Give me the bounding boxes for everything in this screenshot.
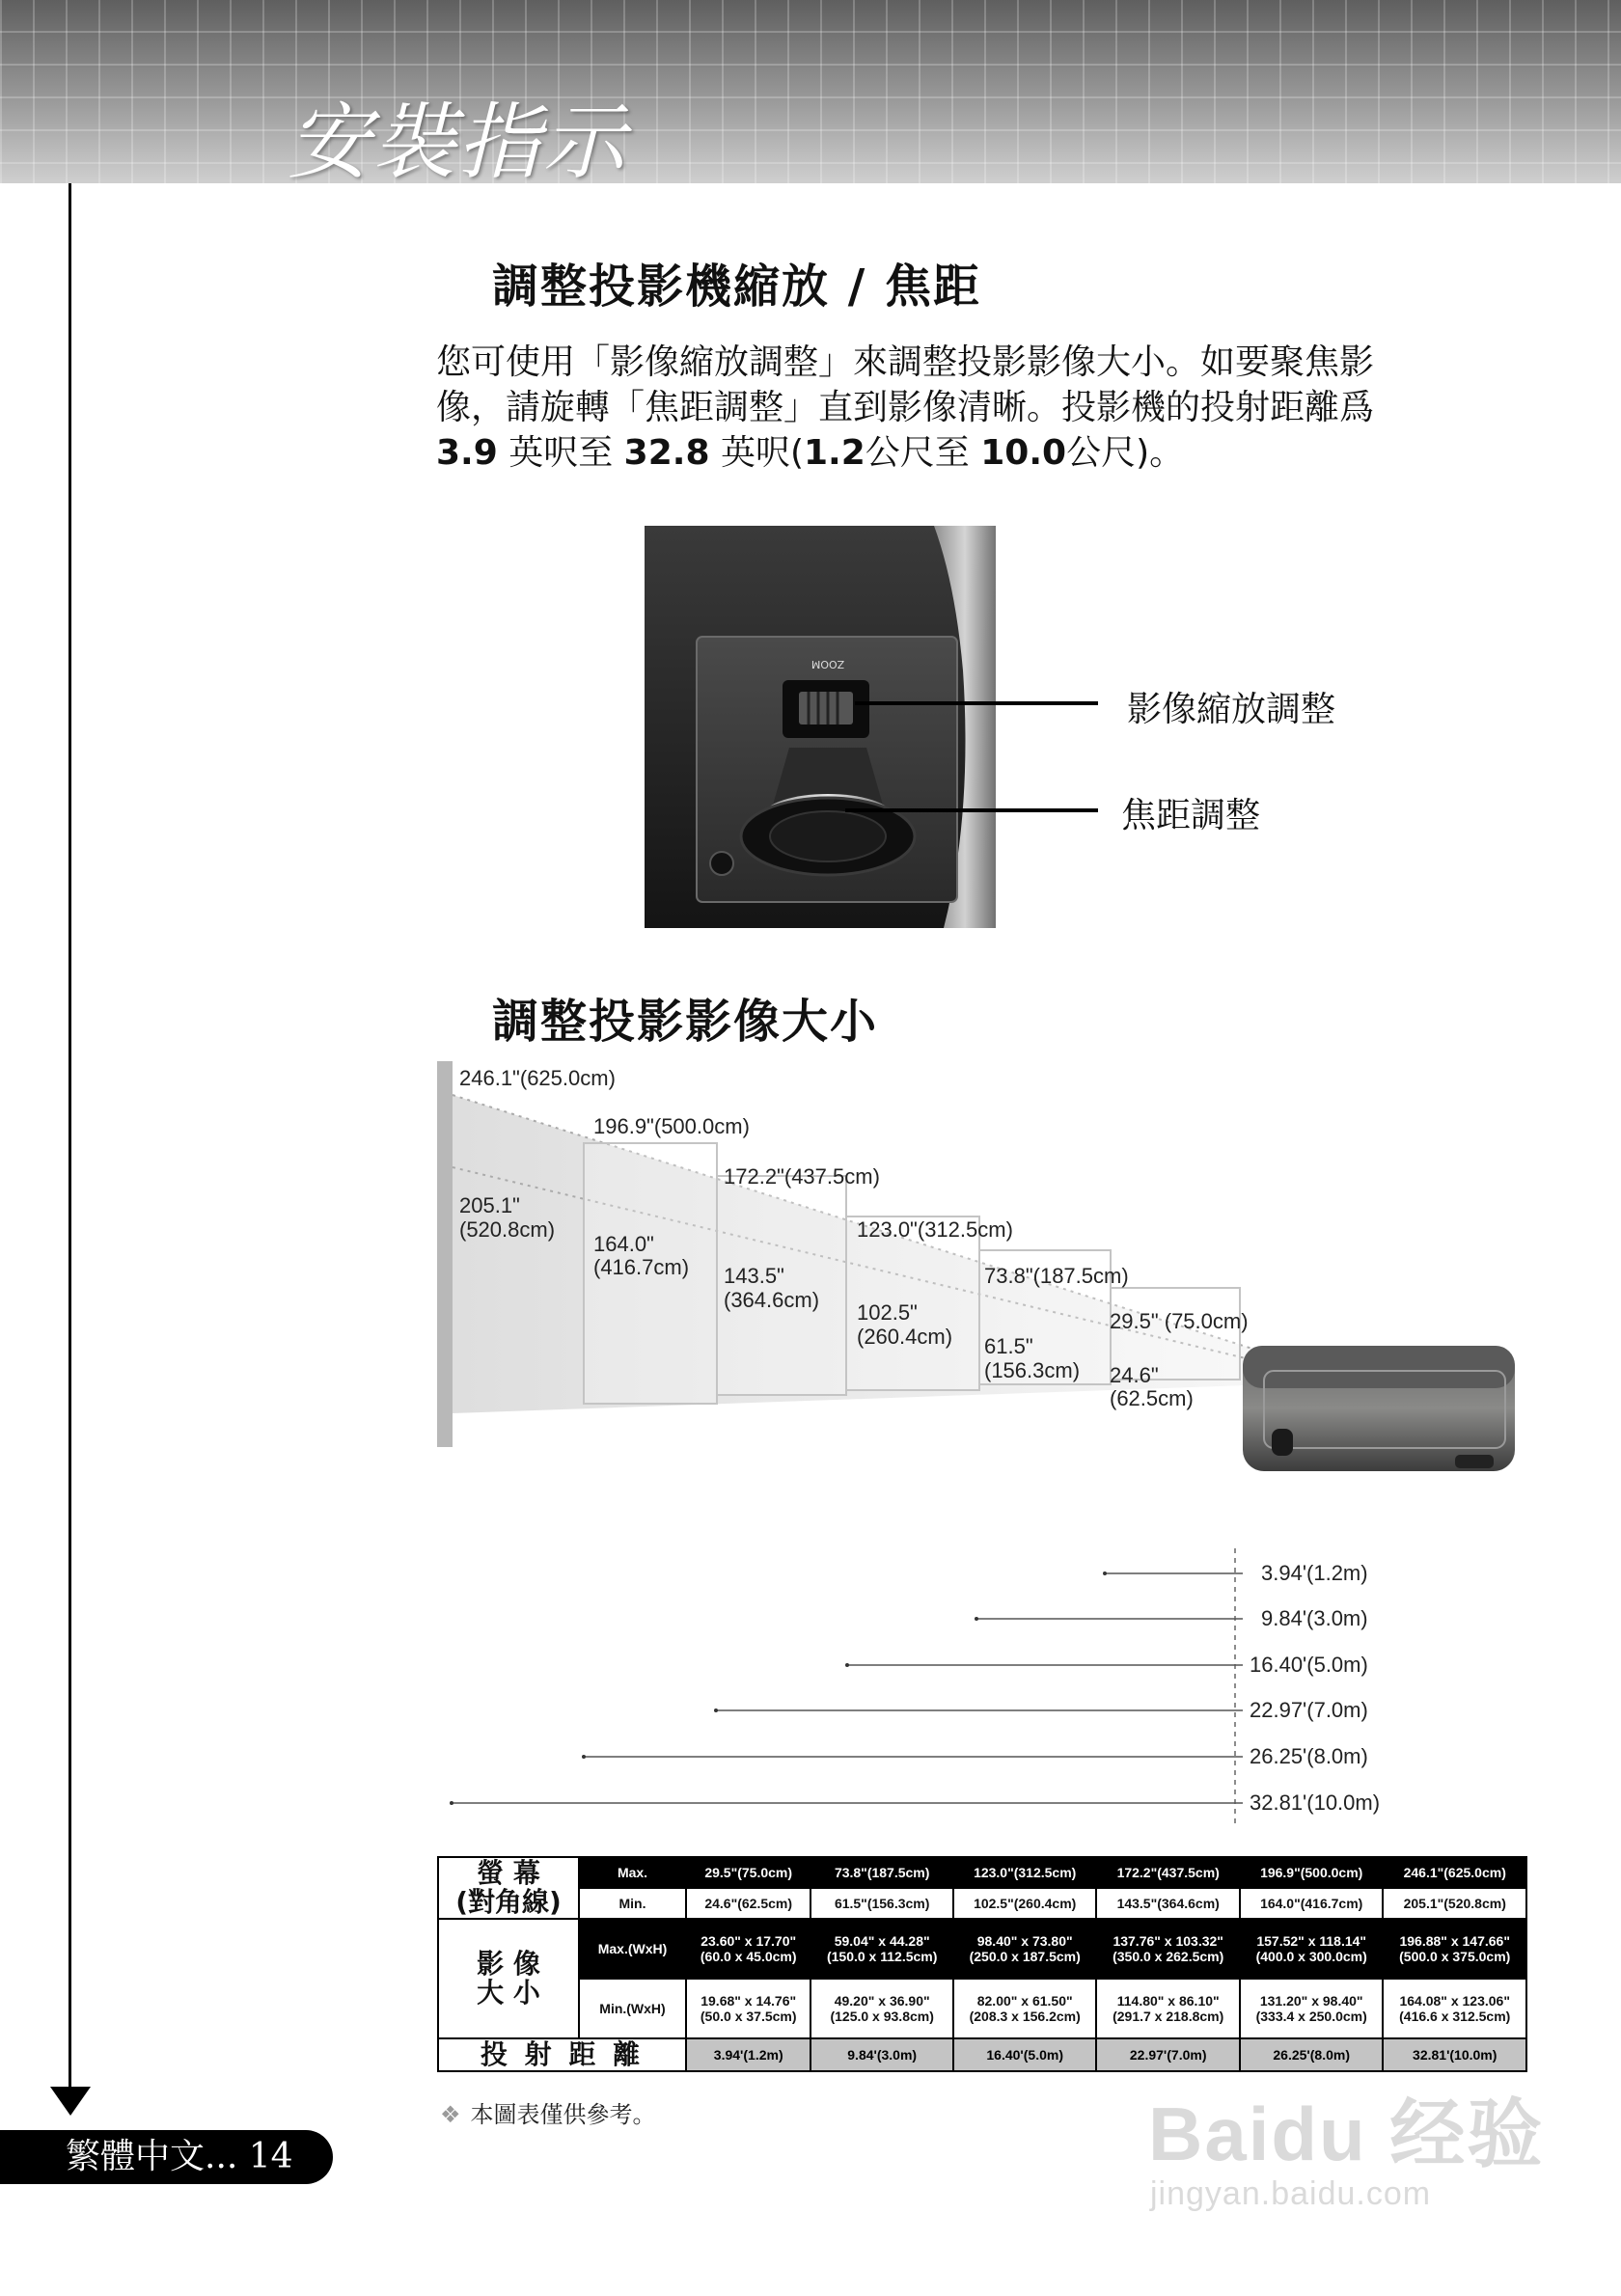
projector-illustration [1243,1346,1515,1471]
zoom-callout-line [855,701,1098,705]
range-text-3: 公尺至 [865,433,981,473]
paragraph-line-2: 像，請旋轉「焦距調整」直到影像清晰。投影機的投射距離爲 [436,388,1375,427]
screen-min-cell: 24.6"(62.5cm) [686,1888,810,1919]
min-wxh-cell: 114.80" x 86.10" (291.7 x 218.8cm) [1096,1979,1240,2038]
screen-max-label-5: 196.9"(500.0cm) [593,1114,750,1138]
screen-wall [437,1061,453,1447]
range-min-ft: 3.9 [436,433,498,473]
min-wxh-cell: 49.20" x 36.90" (125.0 x 93.8cm) [810,1979,953,2038]
screen-max-label-1: 29.5" (75.0cm) [1110,1309,1249,1333]
screen-min-cell: 61.5"(156.3cm) [810,1888,953,1919]
throw-distance-4: 22.97'(7.0m) [1250,1698,1368,1722]
screen-min-label-1b: (62.5cm) [1110,1386,1194,1410]
image-size-row-header [438,1919,579,2038]
screen-min-label-2a: 61.5" [984,1334,1033,1358]
baidu-watermark-url: jingyan.baidu.com [1150,2175,1432,2212]
throw-distance-lines [434,1539,1534,1828]
max-wxh-cell: 23.60" x 17.70" (60.0 x 45.0cm) [686,1919,810,1979]
max-wxh-cell: 98.40" x 73.80" (250.0 x 187.5cm) [953,1919,1097,1979]
screen-row-header [438,1857,579,1919]
projection-size-diagram [434,1056,1534,1500]
range-max-ft: 32.8 [623,433,710,473]
page-footer-label: 繁體中文... 14 [0,2130,333,2184]
screen-min-label-2b: (156.3cm) [984,1358,1081,1382]
min-wxh-cell: 82.00" x 61.50" (208.3 x 156.2cm) [953,1979,1097,2038]
range-text-2: 英呎( [709,433,804,473]
throw-distance-6: 32.81'(10.0m) [1250,1790,1381,1815]
focus-adjust-label: 焦距調整 [1121,796,1261,835]
screen-max-label-4: 172.2"(437.5cm) [724,1164,880,1189]
distance-cell: 26.25'(8.0m) [1240,2038,1384,2071]
projector-lens-illustration [645,526,996,928]
table-row-image-min [438,1979,1526,2038]
image-size-header-line2: 大 小 [477,1977,540,2009]
table-row-distance [438,2038,1526,2071]
screen-max-cell: 246.1"(625.0cm) [1383,1857,1526,1888]
min-wxh-cell: 131.20" x 98.40" (333.4 x 250.0cm) [1240,1979,1384,2038]
range-max-m: 10.0 [980,433,1067,473]
screen-min-label-4a: 143.5" [724,1264,784,1288]
table-row-screen-max [438,1857,1526,1888]
min-wxh-label-cell: Min.(WxH) [579,1979,686,2038]
down-arrow-icon [50,2087,91,2116]
screen-min-label-3a: 102.5" [857,1300,918,1325]
header-band [0,0,1621,191]
reference-note [440,2095,656,2129]
table-row-image-max [438,1919,1526,1979]
range-min-m: 1.2 [804,433,865,473]
screen-min-cell: 143.5"(364.6cm) [1096,1888,1240,1919]
distance-cell: 9.84'(3.0m) [810,2038,953,2071]
throw-distance-5: 26.25'(8.0m) [1250,1744,1368,1768]
range-text-1: 英呎至 [497,433,624,473]
distance-cell: 3.94'(1.2m) [686,2038,810,2071]
distance-cell: 32.81'(10.0m) [1383,2038,1526,2071]
screen-min-cell: 164.0"(416.7cm) [1240,1888,1384,1919]
screen-min-cell: 102.5"(260.4cm) [953,1888,1097,1919]
screen-min-label-5a: 164.0" [593,1232,654,1256]
zoom-focus-heading: 調整投影機縮放 / 焦距 [492,260,981,314]
paragraph-line-3 [436,430,1536,476]
screen-max-cell: 29.5"(75.0cm) [686,1857,810,1888]
max-wxh-cell: 137.76" x 103.32" (350.0 x 262.5cm) [1096,1919,1240,1979]
screen-min-label-6b: (520.8cm) [459,1217,556,1242]
baidu-watermark: Baidu 经验 [1148,2091,1545,2176]
screen-max-cell: 73.8"(187.5cm) [810,1857,953,1888]
image-size-header-line1: 影 像 [477,1948,540,1980]
max-wxh-cell: 59.04" x 44.28" (150.0 x 112.5cm) [810,1919,953,1979]
screen-max-cell: 196.9"(500.0cm) [1240,1857,1384,1888]
paragraph-line-1: 您可使用「影像縮放調整」來調整投影影像大小。如要聚焦影 [436,342,1375,382]
throw-distance-guide [434,1539,1534,1828]
throw-distance-3: 16.40'(5.0m) [1250,1653,1368,1677]
min-wxh-cell: 19.68" x 14.76" (50.0 x 37.5cm) [686,1979,810,2038]
screen-row-header-line2: (對角線) [455,1886,562,1918]
projector-lens-photo [645,526,996,928]
screen-min-label-5b: (416.7cm) [593,1255,690,1279]
page-header-title: 安裝指示 [288,95,627,191]
screen-row-header-line1: 螢 幕 [477,1857,540,1889]
throw-distance-2: 9.84'(3.0m) [1261,1606,1368,1630]
screen-min-label-6a: 205.1" [459,1193,520,1217]
screen-max-label-3: 123.0"(312.5cm) [857,1217,1013,1242]
zoom-engraving: ZOOM [810,658,845,670]
screen-max-cell: 172.2"(437.5cm) [1096,1857,1240,1888]
table-row-screen-min [438,1888,1526,1919]
max-wxh-cell: 196.88" x 147.66" (500.0 x 375.0cm) [1383,1919,1526,1979]
throw-distance-1: 3.94'(1.2m) [1261,1561,1368,1585]
screen-min-label-3b: (260.4cm) [857,1325,953,1349]
distance-row-header: 投 射 距 離 [438,2038,686,2071]
distance-cell: 16.40'(5.0m) [953,2038,1097,2071]
screen-max-label-6: 246.1"(625.0cm) [459,1066,616,1090]
zoom-focus-paragraph [436,340,1536,476]
bullet-star-icon: ❖ [440,2101,461,2128]
min-label-cell: Min. [579,1888,686,1919]
screen-min-label-4b: (364.6cm) [724,1288,820,1312]
distance-cell: 22.97'(7.0m) [1096,2038,1240,2071]
zoom-adjust-label: 影像縮放調整 [1127,690,1336,729]
max-wxh-label-cell: Max.(WxH) [579,1919,686,1979]
reference-note-text: 本圖表僅供參考。 [470,2101,656,2128]
projection-spec-table [437,1856,1527,2072]
image-size-heading: 調整投影影像大小 [492,995,879,1049]
left-margin-rule [69,183,71,2089]
screen-max-cell: 123.0"(312.5cm) [953,1857,1097,1888]
max-label-cell: Max. [579,1857,686,1888]
screen-max-label-2: 73.8"(187.5cm) [984,1264,1129,1288]
focus-callout-line [845,808,1098,812]
screen-min-cell: 205.1"(520.8cm) [1383,1888,1526,1919]
max-wxh-cell: 157.52" x 118.14" (400.0 x 300.0cm) [1240,1919,1384,1979]
min-wxh-cell: 164.08" x 123.06" (416.6 x 312.5cm) [1383,1979,1526,2038]
range-text-4: 公尺)。 [1066,433,1185,473]
screen-min-label-1a: 24.6" [1110,1363,1159,1387]
